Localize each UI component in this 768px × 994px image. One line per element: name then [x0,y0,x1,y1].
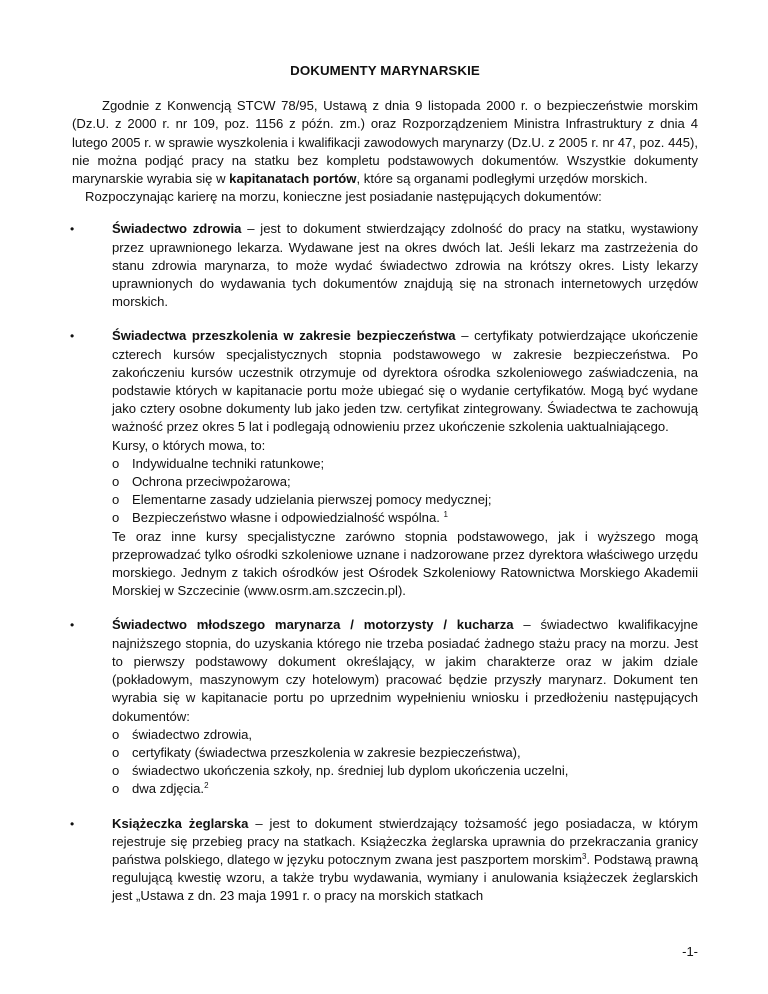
item-heading: Świadectwo młodszego marynarza / motorzysty / kucharza [112,617,514,633]
item-after-text: Te oraz inne kursy specjalistyczne zarówno stopnia podstawowego, jak i wyższego mogą przeprowadzać tylko ośrodki szkoleniowe uznane i nadzorowane przez dyrektora właściwego urzędu morskiego. Jednym z takich ośrodków jest Ośrodek Szkoleniowy Ratownictwa Morskiego Akademii Morskiej w Szczecinie (www.osrm.am.szczecin.pl). [112,528,698,599]
list-item-safety-training [72,327,698,600]
doc-item: o świadectwo zdrowia, [112,726,698,744]
courses-list [112,455,698,528]
list-item-health [72,220,698,311]
intro-text-2: , które są organami podległymi urzędów morskich. [356,171,648,187]
item-text: – certyfikaty potwierdzające ukończenie czterech kursów specjalistycznych stopnia podstawowego w zakresie bezpieczeństwa. Po zakończeniu kursów uczestnik otrzymuje od dyrektora ośrodka szkoleniowego zaświadczenia, na podstawie których w kapitanacie portu może ubiegać się o wydanie certyfikatów. Mogą być wydane jako cztery osobne dokumenty lub jako jeden tzw. certyfikat zintegrowany. Świadectwa te zachowują ważność przez okres 5 lat i podlegają odnowieniu przez ukończenie szkolenia uaktualniającego. [112,328,698,435]
item-text: – jest to dokument stwierdzający zdolność do pracy na statku, wystawiony przez uprawnionego lekarza. Wydawane jest na okres dwóch lat. Jeśli lekarz ma zastrzeżenia do stanu zdrowia marynarza, to może wydać świadectwo zdrowia na krótszy okres. Listy lekarzy uprawnionych do wydawania tych dokumentów znajdują się na stronach internetowych urzędów morskich. [112,221,698,310]
bullet-icon: • [70,222,75,237]
course-item: o Elementarne zasady udzielania pierwszej pomocy medycznej; [112,491,698,509]
circle-bullet-icon: o [112,510,120,526]
courses-intro: Kursy, o których mowa, to: [112,437,266,453]
intro-paragraph-2: Rozpoczynając karierę na morzu, konieczne jest posiadanie następujących dokumentów: [85,189,602,205]
item-text-cont: . Podstawą prawną regulującą kwestię wzoru, a także trybu wydawania, wymiany i anulowania książeczek żeglarskich jest „Ustawa z dn. 23 maja 1991 r. o pracy na morskich statkach [112,851,699,904]
document-page [72,62,698,922]
item-heading: Książeczka żeglarska [112,815,249,831]
circle-bullet-icon: o [112,492,120,508]
circle-bullet-icon: o [112,763,120,779]
circle-bullet-icon: o [112,455,120,471]
bullet-icon: • [70,816,75,831]
list-item-junior-sailor [72,616,698,798]
list-item-seaman-book [72,815,698,906]
intro-text-1: Zgodnie z Konwencją STCW 78/95, Ustawą z dnia 9 listopada 2000 r. o bezpieczeństwie morskim (Dz.U. z 2000 r. nr 109, poz. 1156 z późn. zm.) oraz Rozporządzeniem Ministra Infrastruktury z dnia 4 lutego 2005 r. w sprawie wyszkolenia i kwalifikacji zawodowych marynarzy (Dz.U. z 2005 r. nr 47, poz. 445), nie można podjąć pracy na statku bez kompletu podstawowych dokumentów. Wszystkie dokumenty marynarskie wyrabia się w [72,98,698,187]
item-text: – świadectwo kwalifikacyjne najniższego stopnia, do uzyskania którego nie trzeba posiadać żadnego stażu pracy na morzu. Jest to pierwszy podstawowy dokument określający, w jakim charakterze oraz w jakim dziale (pokładowym, maszynowym czy hotelowym) pracować będzie przyszły marynarz. Dokument ten wyrabia się w kapitanacie portu po uprzednim wypełnieniu wniosku i przedłożeniu następujących dokumentów: [112,617,698,724]
doc-item: o dwa zdjęcia.$^2$ [112,780,698,798]
doc-item: o świadectwo ukończenia szkoły, np. średniej lub dyplom ukończenia uczelni, [112,762,698,780]
required-docs-list [112,726,698,799]
circle-bullet-icon: o [112,726,120,742]
intro-paragraph [72,97,698,188]
document-list [72,220,698,905]
footnote-ref: 3 [582,851,587,861]
circle-bullet-icon: o [112,744,120,760]
doc-item: o certyfikaty (świadectwa przeszkolenia w zakresie bezpieczeństwa), [112,744,698,762]
document-title: DOKUMENTY MARYNARSKIE [290,63,480,78]
bullet-icon: • [70,618,75,633]
course-item: o Ochrona przeciwpożarowa; [112,473,698,491]
footnote-ref: 2 [204,781,209,791]
item-heading: Świadectwa przeszkolenia w zakresie bezpieczeństwa [112,328,456,344]
circle-bullet-icon: o [112,474,120,490]
footnote-ref: 1 [443,510,448,520]
item-text: – jest to dokument stwierdzający tożsamość jego posiadacza, w którym rejestruje się przebieg pracy na statkach. Książeczka żeglarska uprawnia do przekraczania granicy państwa polskiego, dlatego w języku potocznym zwana jest paszportem morskim [112,815,698,867]
page-number: -1- [682,944,698,959]
intro-bold-text: kapitanatach portów [229,171,357,187]
bullet-icon: • [70,329,75,344]
course-item: o Indywidualne techniki ratunkowe; [112,455,698,473]
circle-bullet-icon: o [112,781,120,797]
course-item: o Bezpieczeństwo własne i odpowiedzialność wspólna. $^1$ [112,509,698,527]
item-heading: Świadectwo zdrowia [112,221,242,237]
